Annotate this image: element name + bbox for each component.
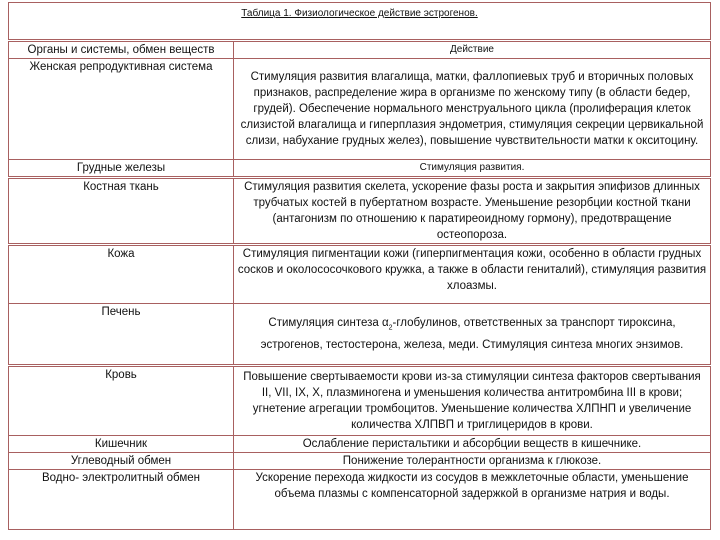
organ-cell: Женская репродуктивная система xyxy=(9,59,234,160)
table-row xyxy=(9,366,711,436)
action-cell: Стимуляция развития скелета, ускорение фазы роста и закрытия эпифизов длинных трубчатых костей в пубертатном возрасте. Уменьшение резорбции костной ткани (антагонизм по отношению к паратиреоидному гормону), предотвращение остеопороза. xyxy=(234,178,711,245)
organ-cell: Кожа xyxy=(9,245,234,304)
table-row xyxy=(9,245,711,304)
organ-cell: Печень xyxy=(9,304,234,366)
action-cell: Понижение толерантности организма к глюкозе. xyxy=(234,453,711,470)
header-organ: Органы и системы, обмен веществ xyxy=(9,41,234,59)
organ-cell: Кишечник xyxy=(9,436,234,453)
action-cell: Ускорение перехода жидкости из сосудов в межклеточные области, уменьшение объема плазмы с компенсаторной задержкой в организме натрия и воды. xyxy=(234,470,711,530)
action-text: -глобулинов, ответственных за транспорт тироксина, эстрогенов, тестостерона, железа, меди. Стимуляция синтеза многих энзимов. xyxy=(260,317,684,351)
table-row xyxy=(9,453,711,470)
action-cell: Стимуляция пигментации кожи (гиперпигментация кожи, особенно в области грудных сосков и околососочкового кружка, а также в области гениталий), стимуляция развития хлоазмы. xyxy=(234,245,711,304)
organ-cell: Водно- электролитный обмен xyxy=(9,470,234,530)
table-row xyxy=(9,436,711,453)
organ-cell: Грудные железы xyxy=(9,160,234,178)
action-cell xyxy=(234,304,711,366)
organ-cell: Углеводный обмен xyxy=(9,453,234,470)
header-action: Действие xyxy=(234,41,711,59)
table-row xyxy=(9,59,711,160)
action-cell: Повышение свертываемости крови из-за стимуляции синтеза факторов свертывания II, VII, IX, X, плазминогена и уменьшения количества антитромбина III в крови; угнетение агрегации тромбоцитов. Уменьшение количества ХЛПНП и увеличение количества ХЛПВП и триглицеридов в крови. xyxy=(234,366,711,436)
subscript: 2 xyxy=(388,324,393,332)
action-cell: Стимуляция развития. xyxy=(234,160,711,178)
header-row xyxy=(9,41,711,59)
organ-cell: Костная ткань xyxy=(9,178,234,245)
action-cell: Стимуляция развития влагалища, матки, фаллопиевых труб и вторичных половых признаков, распределение жира в организме по женскому типу (в области бедер, грудей). Обеспечение нормального менструального цикла (пролиферация клеток слизистой влагалища и гиперплазия эндометрия, стимуляция секреции цервикальной слизи, набухание грудных желез), повышение чувствительности матки к окситоцину. xyxy=(234,59,711,160)
table-row xyxy=(9,160,711,178)
table-row xyxy=(9,178,711,245)
title-row xyxy=(9,3,711,41)
estrogen-table xyxy=(8,2,711,530)
table-title: Таблица 1. Физиологическое действие эстрогенов. xyxy=(9,3,711,41)
table-row xyxy=(9,304,711,366)
table-row xyxy=(9,470,711,530)
action-cell: Ослабление перистальтики и абсорбции веществ в кишечнике. xyxy=(234,436,711,453)
action-text: Стимуляция синтеза α xyxy=(268,317,389,330)
organ-cell: Кровь xyxy=(9,366,234,436)
